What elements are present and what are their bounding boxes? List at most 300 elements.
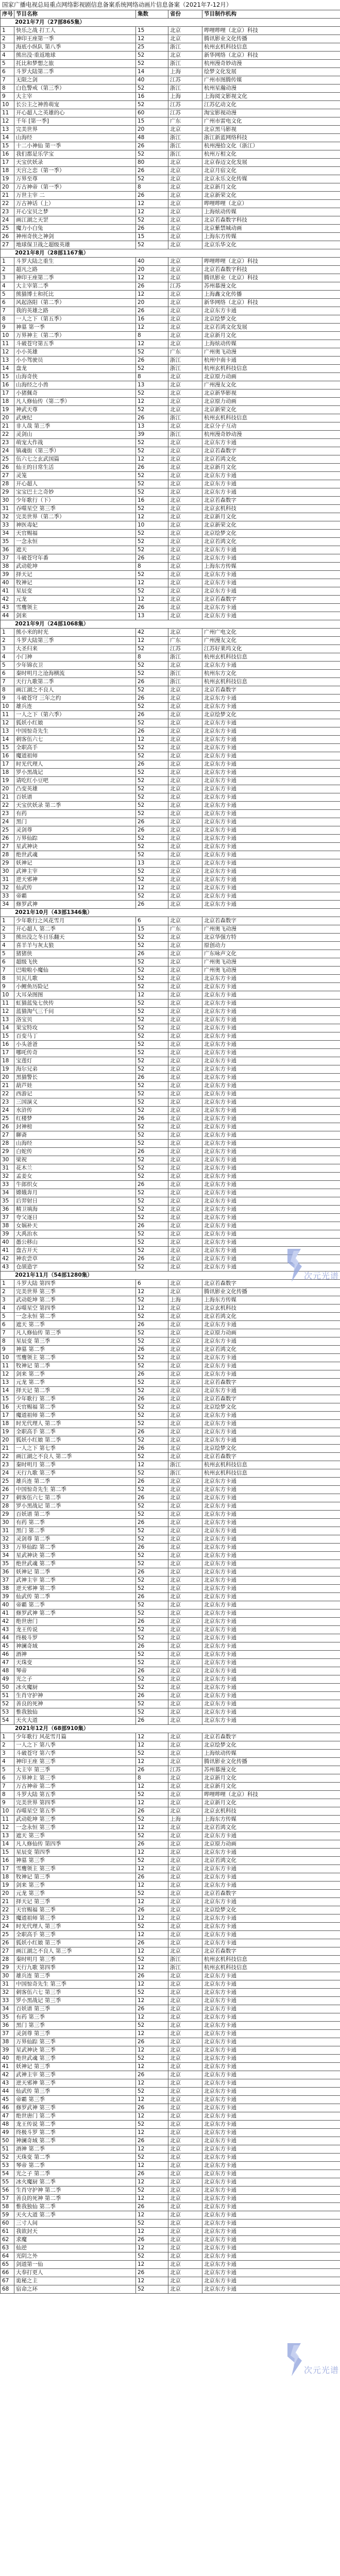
table-row [1,1502,340,1511]
production-company-cell: 上海炫动传媒 [202,340,340,348]
program-name-cell: 喜羊羊与灰太狼 [14,942,136,950]
production-company-cell: 北京东方卡通 [202,1898,340,1906]
episode-count-cell: 52 [136,488,168,497]
episode-count-cell: 26 [136,2137,168,2145]
episode-count-cell: 52 [136,703,168,711]
table-row [1,670,340,678]
table-row [1,2088,340,2096]
production-company-cell: 北京新月文化 [202,1799,340,1807]
episode-count-cell: 13 [136,859,168,868]
table-row [1,2154,340,2162]
program-name-cell: 天行九歌 第四季 [14,1964,136,1972]
province-cell: 北京 [168,901,202,909]
production-company-cell: 北京东方卡通 [202,983,340,991]
table-row [1,686,340,694]
province-cell: 北京 [168,2236,202,2244]
province-cell: 北京 [168,2170,202,2178]
row-index-cell: 41 [1,1609,14,1618]
province-cell: 北京 [168,1428,202,1436]
table-row [1,513,340,521]
production-company-cell: 北京东方卡通 [202,1486,340,1494]
row-index-cell: 31 [1,505,14,513]
program-name-cell: 宿命之环 [14,2285,136,2294]
program-name-cell: 灵剑尊 第三季 [14,2030,136,2038]
row-index-cell: 10 [1,991,14,999]
province-cell: 北京 [168,769,202,777]
table-row [1,2236,340,2244]
program-name-cell: 灵剑山 [14,431,136,439]
row-index-cell: 29 [1,488,14,497]
episode-count-cell: 52 [136,1857,168,1865]
province-cell: 浙江 [168,134,202,142]
row-index-cell: 27 [1,1947,14,1956]
table-row [1,2121,340,2129]
episode-count-cell: 26 [136,760,168,769]
province-cell: 北京 [168,192,202,200]
province-cell: 北京 [168,1197,202,1206]
row-index-cell: 24 [1,1923,14,1931]
program-name-cell: 酒神 第二季 [14,2145,136,2154]
episode-count-cell: 12 [136,2046,168,2055]
row-index-cell: 11 [1,1816,14,1824]
program-name-cell: 少年锦衣卫 [14,662,136,670]
production-company-cell: 杭州中南卡通 [202,357,340,365]
production-company-cell: 北京月宿文化 [202,167,340,175]
program-name-cell: 仙武传 [14,884,136,892]
table-row [1,150,340,159]
episode-count-cell: 26 [136,1494,168,1502]
production-company-cell: 杭州玄机科技信息 [202,1461,340,1469]
row-index-cell: 48 [1,1667,14,1675]
row-index-cell: 33 [1,521,14,530]
production-company-cell: 北京新月文化 [202,1774,340,1783]
province-cell: 北京 [168,1675,202,1684]
episode-count-cell: 13 [136,381,168,389]
production-company-cell: 北京绘梦文化 [202,1403,340,1412]
row-index-cell: 9 [1,324,14,332]
row-index-cell: 25 [1,826,14,835]
program-name-cell: 剑来 第三季 [14,1882,136,1890]
row-index-cell: 14 [1,365,14,373]
province-cell: 上海 [168,1816,202,1824]
production-company-cell: 北京绘梦文化 [202,315,340,324]
table-row [1,958,340,967]
program-name-cell: 罗小黑战记 第三季 [14,1997,136,2005]
row-index-cell: 14 [1,736,14,744]
episode-count-cell: 26 [136,464,168,472]
program-name-cell: 牛郎织女 [14,1181,136,1189]
production-company-cell: 北京东方卡通 [202,488,340,497]
row-index-cell: 1 [1,27,14,35]
table-row [1,200,340,208]
program-name-cell: 少年歌行 第二季 [14,1395,136,1403]
province-cell: 北京 [168,225,202,233]
production-company-cell: 北京若鸿文化 [202,1313,340,1321]
program-name-cell: 妖神记 [14,859,136,868]
province-cell: 北京 [168,917,202,925]
production-company-cell: 北京东方卡通 [202,612,340,620]
episode-count-cell: 52 [136,1131,168,1140]
episode-count-cell: 26 [136,2203,168,2211]
episode-count-cell: 52 [136,802,168,810]
row-index-cell: 7 [1,1783,14,1791]
province-cell: 北京 [168,2244,202,2252]
production-company-cell: 北京东方卡通 [202,1230,340,1239]
row-index-cell: 22 [1,802,14,810]
row-index-cell: 9 [1,1346,14,1354]
program-name-cell: 小小驾驶员 [14,357,136,365]
program-name-cell: 光之子 第二季 [14,2170,136,2178]
row-index-cell: 17 [1,1865,14,1873]
episode-count-cell: 52 [136,1041,168,1049]
table-row [1,1098,340,1107]
province-cell: 北京 [168,1708,202,1717]
program-name-cell: 洛宝贝 [14,1016,136,1024]
province-cell: 北京 [168,472,202,480]
program-name-cell: 魔道祖师 [14,752,136,760]
table-row [1,1016,340,1024]
province-cell: 北京 [168,2137,202,2145]
table-row [1,1453,340,1461]
row-index-cell: 8 [1,975,14,983]
table-row [1,27,340,35]
row-index-cell: 21 [1,192,14,200]
episode-count-cell: 26 [136,1478,168,1486]
episode-count-cell: 12 [136,2129,168,2137]
production-company-cell: 北京东方卡通 [202,884,340,892]
program-name-cell: 镇魂街（第三季） [14,447,136,455]
section-header-row [1,249,340,258]
province-cell: 北京 [168,241,202,249]
production-company-cell: 广州漫友文化 [202,381,340,389]
episode-count-cell: 12 [136,884,168,892]
episode-count-cell: 12 [136,2261,168,2269]
program-name-cell: 惟我独仙 [14,1708,136,1717]
program-name-cell: 我们都是乐学宝 [14,150,136,159]
production-company-cell: 杭州漫奇妙动漫 [202,60,340,68]
table-row [1,117,340,126]
production-company-cell: 杭州玄机科技信息 [202,414,340,422]
production-company-cell: 北京东方卡通 [202,1535,340,1544]
row-index-cell: 42 [1,1618,14,1626]
episode-count-cell: 52 [136,843,168,851]
production-company-cell: 北京若森数字 [202,1453,340,1461]
table-row [1,1766,340,1774]
table-row [1,2013,340,2022]
row-index-cell: 67 [1,2277,14,2285]
program-name-cell: 开心超人之英雄的心 [14,109,136,117]
production-company-cell: 广州奥飞动漫 [202,348,340,357]
episode-count-cell: 52 [136,1486,168,1494]
episode-count-cell: 52 [136,1700,168,1708]
row-index-cell: 23 [1,1461,14,1469]
province-cell: 北京 [168,258,202,266]
production-company-cell: 北京东方卡通 [202,1700,340,1708]
row-index-cell: 4 [1,52,14,60]
program-name-cell: 聊斋 [14,1131,136,1140]
episode-count-cell: 26 [136,192,168,200]
program-name-cell: 星辰变 第三季 [14,1337,136,1346]
program-name-cell: 三国演义 [14,1098,136,1107]
table-row [1,1107,340,1115]
table-row [1,1296,340,1304]
table-row [1,1197,340,1206]
episode-count-cell: 12 [136,1914,168,1923]
row-index-cell: 63 [1,2244,14,2252]
production-company-cell: 北京东方卡通 [202,703,340,711]
province-cell: 北京 [168,719,202,727]
program-name-cell: 终极斗罗 第二季 [14,2129,136,2137]
program-name-cell: 山海经 [14,1140,136,1148]
province-cell: 江苏 [168,101,202,109]
production-company-cell: 北京东方卡通 [202,1873,340,1882]
episode-count-cell: 26 [136,1181,168,1189]
row-index-cell: 37 [1,1577,14,1585]
row-index-cell: 9 [1,1799,14,1807]
province-cell: 北京 [168,2063,202,2071]
production-company-cell: 北京东方卡通 [202,736,340,744]
province-cell: 北京 [168,1107,202,1115]
table-row [1,414,340,422]
row-index-cell: 32 [1,1989,14,1997]
episode-count-cell: 52 [136,1354,168,1362]
program-name-cell: 画江湖之不良人 [14,686,136,694]
production-company-cell: 北京原力动画 [202,1840,340,1849]
episode-count-cell: 52 [136,84,168,93]
episode-count-cell: 52 [136,241,168,249]
row-index-cell: 18 [1,1873,14,1882]
row-index-cell: 42 [1,1255,14,1263]
production-company-cell: 北京东方卡通 [202,2170,340,2178]
row-index-cell: 49 [1,1675,14,1684]
table-row [1,991,340,999]
production-company-cell: 北京新月文化 [202,1783,340,1791]
province-cell: 北京 [168,1049,202,1057]
production-company-cell: 北京东方卡通 [202,1173,340,1181]
production-company-cell: 北京东方卡通 [202,1189,340,1197]
row-index-cell: 10 [1,332,14,340]
table-row [1,2071,340,2079]
header-cell-province: 省份 [168,10,202,19]
episode-count-cell: 52 [136,439,168,447]
program-name-cell: 少年歌行之风花雪月 [14,917,136,925]
row-index-cell: 24 [1,447,14,455]
row-index-cell: 18 [1,769,14,777]
program-name-cell: 仙武传 第三季 [14,2088,136,2096]
production-company-cell: 北京分子互动 [202,422,340,431]
episode-count-cell: 52 [136,1684,168,1692]
row-index-cell: 38 [1,1222,14,1230]
table-row [1,612,340,620]
table-row [1,126,340,134]
province-cell: 北京 [168,2096,202,2104]
production-company-cell: 北京东方卡通 [202,999,340,1008]
province-cell: 北京 [168,1560,202,1568]
row-index-cell: 36 [1,1206,14,1214]
production-company-cell: 北京若鸿文化发展 [202,324,340,332]
episode-count-cell: 52 [136,2187,168,2195]
province-cell: 北京 [168,2187,202,2195]
row-index-cell: 25 [1,455,14,464]
table-row [1,1181,340,1189]
province-cell: 北京 [168,1634,202,1642]
province-cell: 北京 [168,1387,202,1395]
episode-count-cell: 12 [136,340,168,348]
row-index-cell: 40 [1,1239,14,1247]
province-cell: 北京 [168,1502,202,1511]
province-cell: 北京 [168,1832,202,1840]
table-row [1,340,340,348]
episode-count-cell: 52 [136,785,168,793]
province-cell: 北京 [168,554,202,563]
table-row [1,1585,340,1593]
program-name-cell: 大主宰第二季 [14,282,136,291]
row-index-cell: 25 [1,1478,14,1486]
production-company-cell: 上海东方传媒 [202,563,340,571]
row-index-cell: 6 [1,299,14,307]
table-row [1,711,340,719]
production-company-cell: 北京东方卡通 [202,2252,340,2261]
production-company-cell: 北京绘梦文化 [202,530,340,538]
production-company-cell: 北京东方卡通 [202,1387,340,1395]
program-name-cell: 武动乾坤 [14,563,136,571]
program-name-cell: 海底小纵队 第八季 [14,43,136,52]
table-row [1,1741,340,1750]
table-row [1,1758,340,1766]
production-company-cell: 北京若森数字 [202,596,340,604]
province-cell: 广东 [168,925,202,934]
program-name-cell: 全职高手 第三季 [14,1931,136,1939]
production-company-cell: 北京东方卡通 [202,1634,340,1642]
production-company-cell: 北京东方卡通 [202,2269,340,2277]
episode-count-cell: 12 [136,2145,168,2154]
table-row [1,422,340,431]
row-index-cell: 17 [1,389,14,398]
episode-count-cell: 52 [136,480,168,488]
province-cell: 北京 [168,1280,202,1288]
province-cell: 北京 [168,1065,202,1074]
production-company-cell: 新华网络（北京）科技 [202,52,340,60]
production-company-cell: 北京东方卡通 [202,1651,340,1659]
production-company-cell: 北京东方卡通 [202,1692,340,1700]
program-name-cell: 仙武传 第二季 [14,1593,136,1601]
province-cell: 北京 [168,2261,202,2269]
program-name-cell: 果宝特攻 [14,1024,136,1032]
table-row [1,1560,340,1568]
program-name-cell: 有药 第三季 [14,2013,136,2022]
province-cell: 北京 [168,760,202,769]
program-name-cell: 花木兰 [14,1164,136,1173]
table-row [1,1642,340,1651]
production-company-cell: 北京新荣文化 [202,192,340,200]
province-cell: 北京 [168,1115,202,1123]
program-name-cell: 修罗武神 第三季 [14,2104,136,2112]
province-cell: 北京 [168,1024,202,1032]
episode-count-cell: 25 [136,43,168,52]
table-row [1,101,340,109]
episode-count-cell: 12 [136,1741,168,1750]
production-company-cell: 北京东方卡通 [202,1667,340,1675]
province-cell: 北京 [168,521,202,530]
program-name-cell: 绝世武魂 [14,851,136,859]
production-company-cell: 北京东方卡通 [202,1931,340,1939]
row-index-cell: 33 [1,1181,14,1189]
table-row [1,769,340,777]
program-name-cell: 凡人修仙传（第二季） [14,398,136,406]
program-name-cell: 时光代理人 第三季 [14,1923,136,1931]
table-row [1,2112,340,2121]
province-cell: 北京 [168,455,202,464]
program-name-cell: 逆天邪神 第二季 [14,1585,136,1593]
row-index-cell: 10 [1,101,14,109]
production-company-cell: 北京东方卡通 [202,1914,340,1923]
row-index-cell: 29 [1,1964,14,1972]
province-cell: 北京 [168,1321,202,1329]
production-company-cell: 北京东方卡通 [202,1989,340,1997]
province-cell: 北京 [168,744,202,752]
episode-count-cell: 52 [136,942,168,950]
episode-count-cell: 15 [136,27,168,35]
province-cell: 北京 [168,1758,202,1766]
row-index-cell: 33 [1,1544,14,1552]
program-name-cell: 后羿射日 [14,1197,136,1206]
production-company-cell: 北京东方卡通 [202,1420,340,1428]
table-row [1,1519,340,1527]
table-row [1,2203,340,2211]
table-row [1,2219,340,2228]
table-row [1,1222,340,1230]
watermark [284,2340,339,2386]
row-index-cell: 60 [1,2219,14,2228]
program-name-cell: 仓颉造字 [14,1263,136,1272]
table-row [1,1552,340,1560]
production-company-cell: 北京东方卡通 [202,1923,340,1931]
episode-count-cell: 12 [136,1304,168,1313]
table-row [1,266,340,274]
table-row [1,554,340,563]
row-index-cell: 17 [1,1412,14,1420]
table-row [1,1544,340,1552]
episode-count-cell: 26 [136,2071,168,2079]
program-name-cell: 万古神帝（第一季） [14,183,136,192]
province-cell: 北京 [168,1774,202,1783]
production-company-cell: 北京东方卡通 [202,1354,340,1362]
row-index-cell: 28 [1,480,14,488]
table-row [1,447,340,455]
production-company-cell: 北京东方卡通 [202,777,340,785]
production-company-cell: 北京东方卡通 [202,1123,340,1131]
table-row [1,752,340,760]
episode-count-cell: 12 [136,2063,168,2071]
table-row [1,2055,340,2063]
province-cell: 北京 [168,1972,202,1980]
table-row [1,653,340,662]
episode-count-cell: 52 [136,1791,168,1799]
province-cell: 北京 [168,1329,202,1337]
production-company-cell: 北京东方卡通 [202,1585,340,1593]
production-company-cell: 北京若鸿文化 [202,538,340,546]
table-row [1,233,340,241]
episode-count-cell: 52 [136,662,168,670]
row-index-cell: 29 [1,859,14,868]
province-cell: 北京 [168,2228,202,2236]
production-company-cell: 北京东方卡通 [202,2046,340,2055]
episode-count-cell: 26 [136,282,168,291]
province-cell: 北京 [168,1882,202,1890]
province-cell: 广东 [168,117,202,126]
table-row [1,1024,340,1032]
production-company-cell: 北京华强方特 [202,934,340,942]
